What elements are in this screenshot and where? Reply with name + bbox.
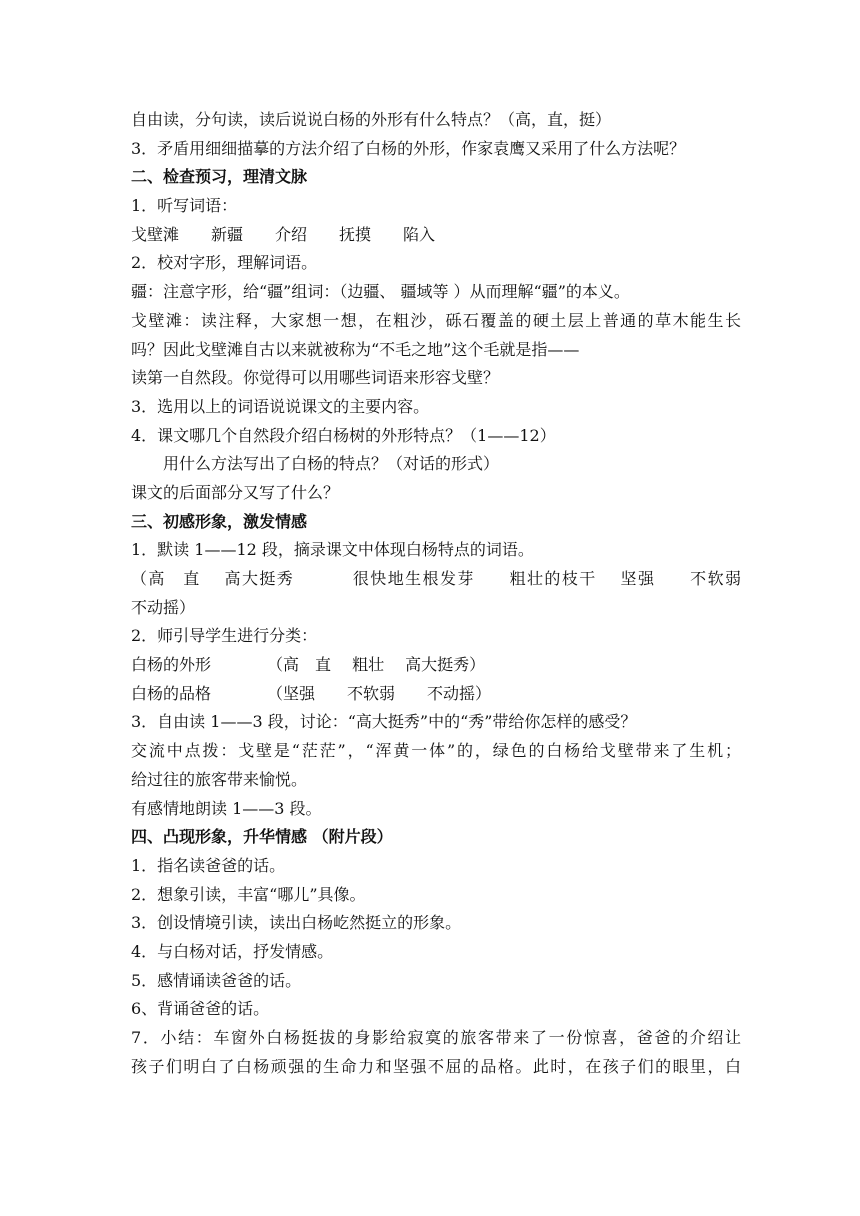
text-line-30: 4．与白杨对话，抒发情感。 — [131, 941, 334, 961]
text-line-28: 2．想象引读，丰富“哪儿”具像。 — [131, 884, 366, 904]
text-line-2: 3．矛盾用细细描摹的方法介绍了白杨的外形，作家袁鹰又采用了什么方法呢？ — [131, 138, 686, 158]
text-line-31: 5．感情诵读爸爸的话。 — [131, 970, 302, 990]
text-line-19: 2．师引导学生进行分类： — [131, 626, 318, 646]
text-line-25: 有感情地朗读 1——3 段。 — [131, 798, 322, 818]
text-line-17: （高 直 高大挺秀 很快地生根发芽 粗壮的枝干 坚强 不软弱 — [131, 569, 741, 588]
text-line-22: 3．自由读 1——3 段，讨论：“高大挺秀”中的“秀”带给你怎样的感受？ — [131, 712, 637, 732]
text-line-12: 4．课文哪几个自然段介绍白杨树的外形特点？（1——12） — [131, 425, 556, 445]
text-line-6: 2．校对字形，理解词语。 — [131, 253, 318, 273]
appearance-row: 白杨的外形 （高 直 粗壮 高大挺秀） — [131, 655, 486, 675]
section-heading-4: 四、凸现形象，升华情感 （附片段） — [131, 827, 393, 847]
text-line-4: 1．听写词语： — [131, 196, 238, 216]
text-line-34: 孩子们明白了白杨顽强的生命力和坚强不屈的品格。此时，在孩子们的眼里，白 — [131, 1056, 741, 1076]
text-line-14: 课文的后面部分又写了什么？ — [131, 482, 340, 502]
text-line-24: 给过往的旅客带来愉悦。 — [131, 769, 308, 789]
text-line-10: 读第一自然段。你觉得可以用哪些词语来形容戈壁？ — [131, 368, 500, 388]
text-line-32: 6、背诵爸爸的话。 — [131, 999, 270, 1019]
text-line-18: 不动摇） — [131, 597, 196, 617]
section-heading-3: 三、初感形象，激发情感 — [131, 511, 308, 531]
text-line-1: 自由读，分句读，读后说说白杨的外形有什么特点？（高，直，挺） — [131, 110, 612, 129]
vocabulary-list: 戈壁滩 新疆 介绍 抚摸 陷入 — [131, 224, 436, 244]
text-line-11: 3．选用以上的词语说说课文的主要内容。 — [131, 396, 430, 416]
text-line-7: 疆：注意字形，给“疆”组词：（边疆、 疆域等 ）从而理解“疆”的本义。 — [131, 282, 630, 302]
text-line-9: 吗？因此戈壁滩自古以来就被称为“不毛之地”这个毛就是指—— — [131, 339, 580, 359]
text-line-23: 交流中点拨：戈壁是“茫茫”，“浑黄一体”的，绿色的白杨给戈壁带来了生机； — [131, 741, 741, 761]
text-line-27: 1．指名读爸爸的话。 — [131, 855, 286, 875]
document-page — [131, 106, 741, 1081]
character-row: 白杨的品格 （坚强 不软弱 不动摇） — [131, 683, 492, 703]
text-line-13: 用什么方法写出了白杨的特点？（对话的形式） — [163, 454, 500, 474]
text-line-29: 3．创设情境引读，读出白杨屹然挺立的形象。 — [131, 913, 462, 933]
text-line-16: 1．默读 1——12 段，摘录课文中体现白杨特点的词语。 — [131, 540, 534, 560]
section-heading-2: 二、检查预习，理清文脉 — [131, 167, 308, 187]
text-line-8: 戈壁滩：读注释，大家想一想，在粗沙，砾石覆盖的硬土层上普通的草木能生长 — [131, 310, 741, 330]
text-line-33: 7．小结：车窗外白杨挺拔的身影给寂寞的旅客带来了一份惊喜，爸爸的介绍让 — [131, 1028, 741, 1047]
